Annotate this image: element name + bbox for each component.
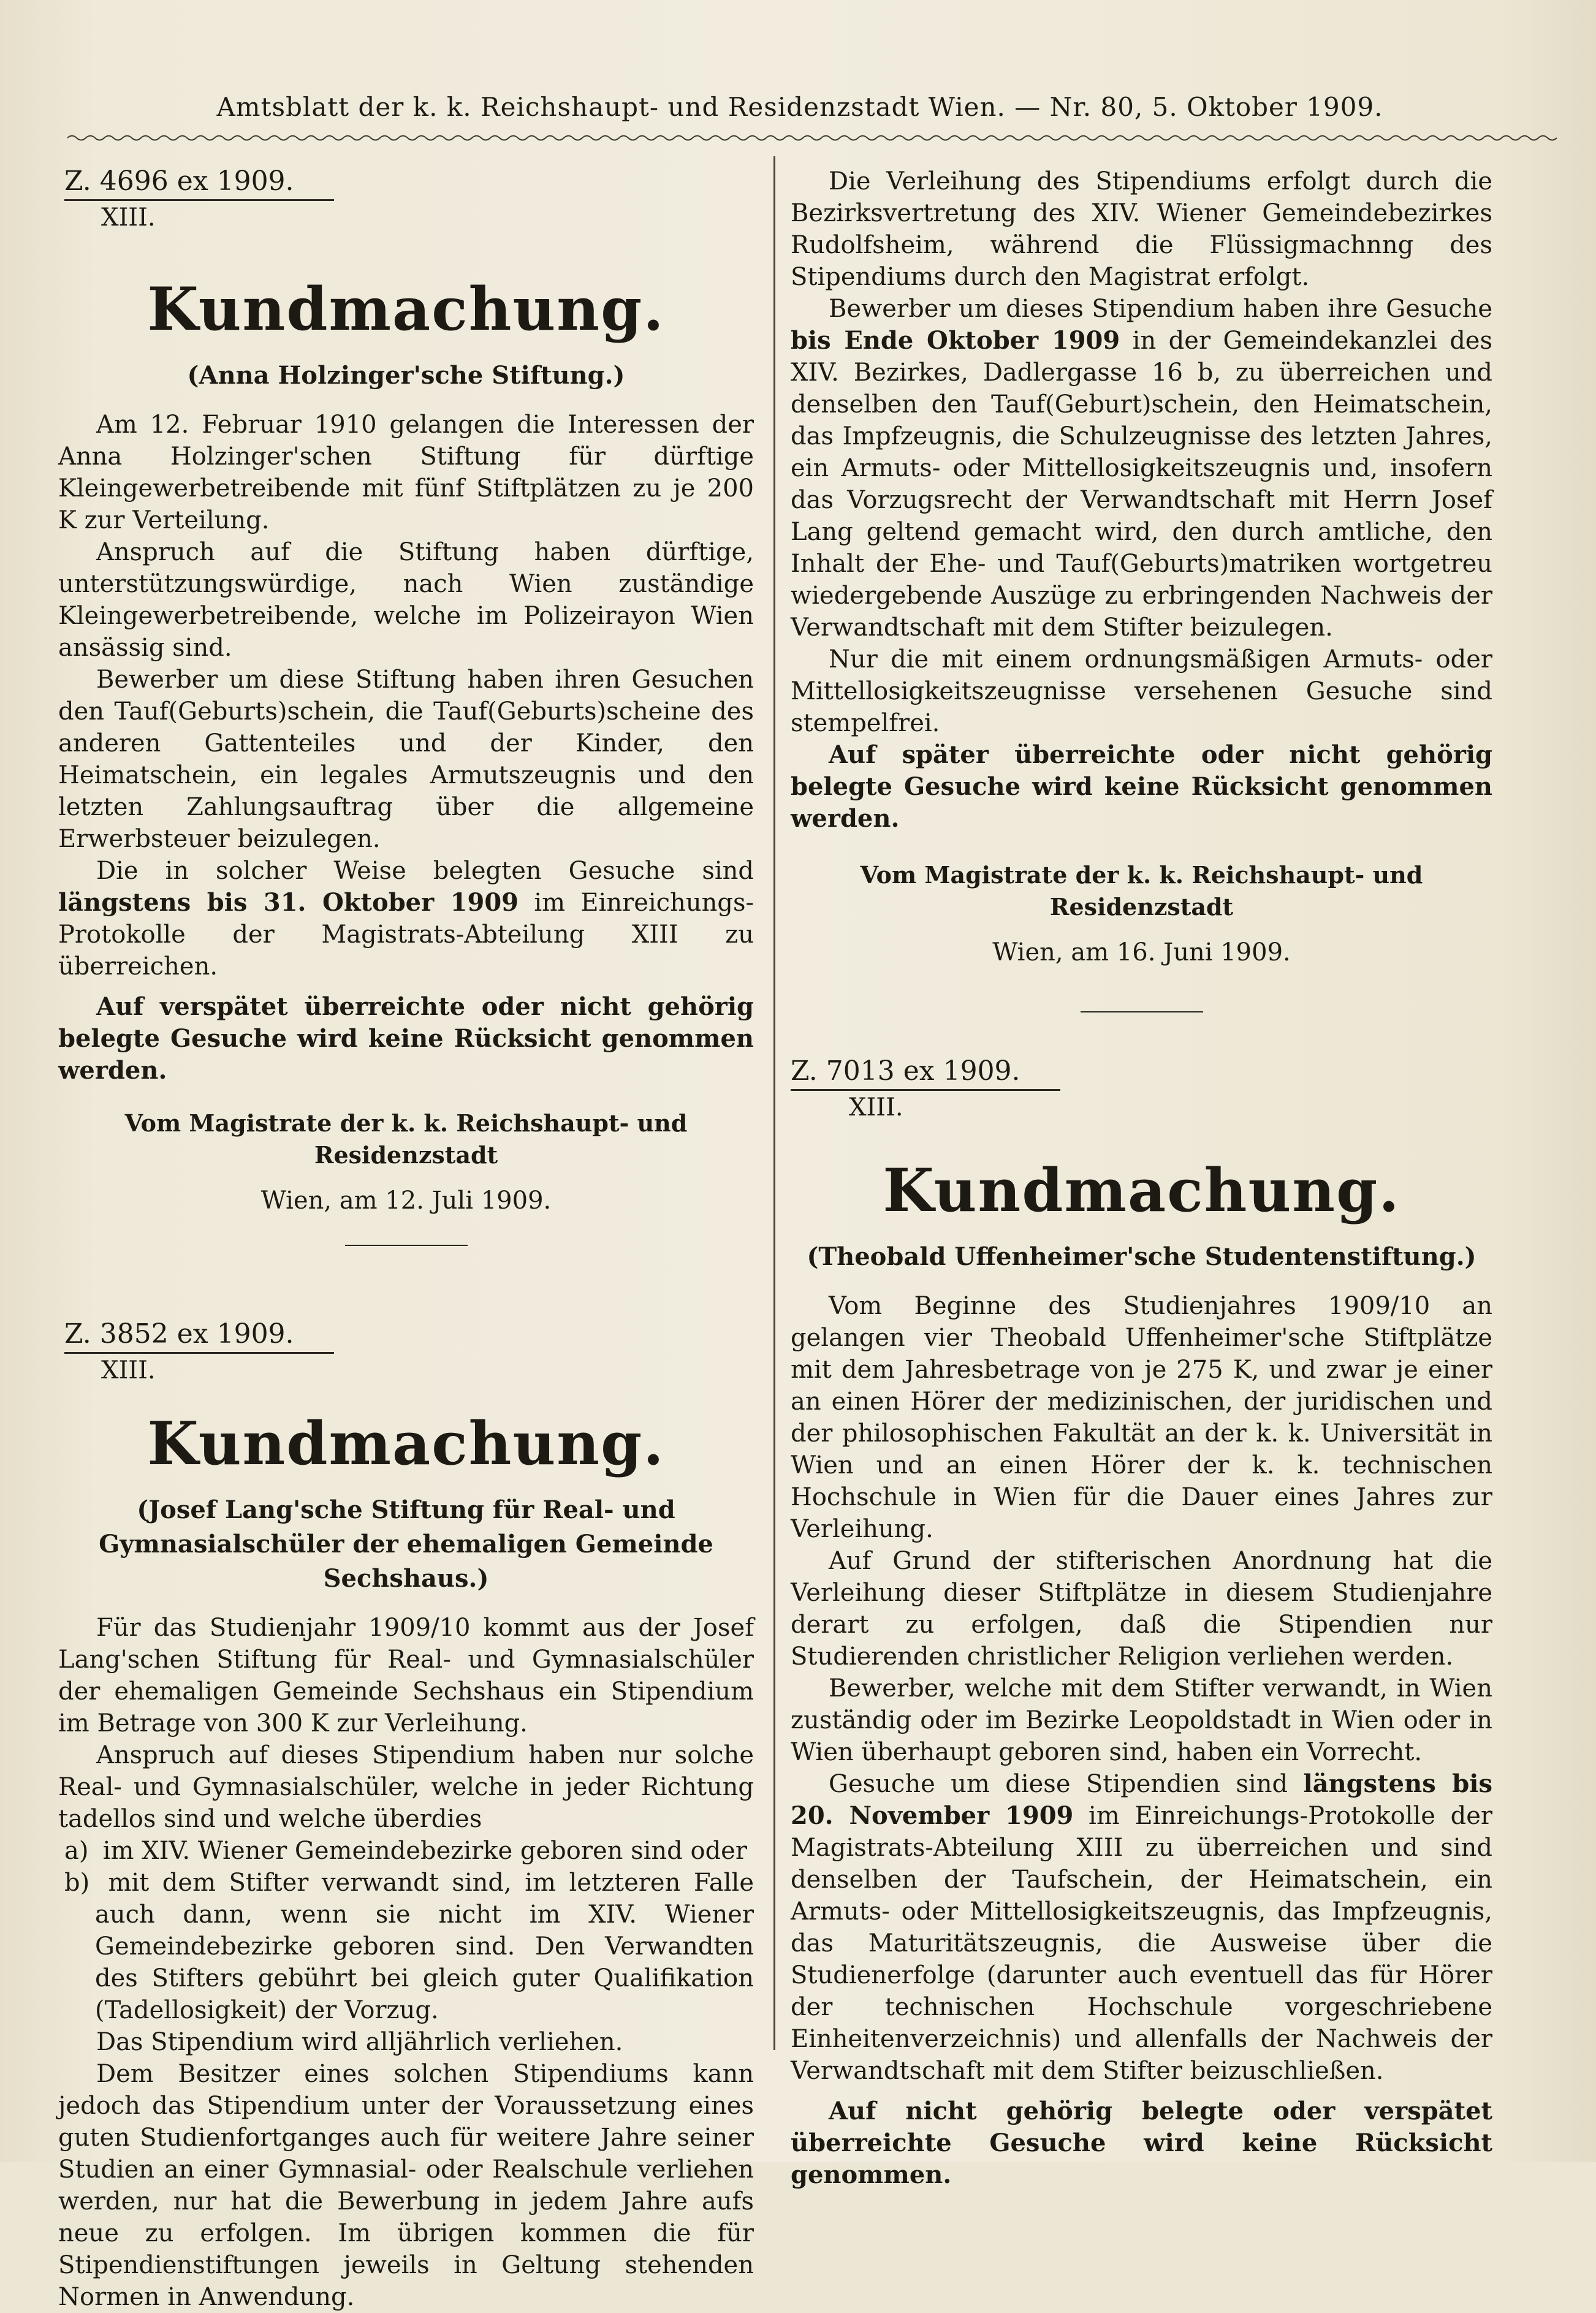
notice-lang <box>58 1318 754 2313</box>
paragraph <box>58 855 754 982</box>
paragraph <box>791 1768 1492 2087</box>
header-wavy-rule <box>67 134 1557 142</box>
text-run: Bewerber um dieses Stipendium haben ihre Gesuche <box>829 295 1492 323</box>
left-column <box>58 165 754 2313</box>
paragraph: Anspruch auf die Stiftung haben dürftige, unterstützungswürdige, nach Wien zuständige Kleingewerbetreibende, welche im Polizeirayon Wien ansässig sind. <box>58 538 754 662</box>
notice-subtitle: (Theobald Uffenheimer'sche Studentenstiftung.) <box>807 1242 1476 1271</box>
paragraph: Die Verleihung des Stipendiums erfolgt durch die Bezirksvertretung des XIV. Wiener Gemeindebezirkes Rudolfsheim, während die Flüssigmachnng des Stipendiums durch den Magistrat erfolgt. <box>791 167 1492 291</box>
reference-number: Z. 3852 ex 1909. <box>64 1318 334 1354</box>
list-marker: a) <box>64 1837 89 1865</box>
page-header: Amtsblatt der k. k. Reichshaupt- und Residenzstadt Wien. — Nr. 80, 5. Oktober 1909. <box>216 92 1383 122</box>
list-text: im XIV. Wiener Gemeindebezirke geboren sind oder <box>102 1837 747 1865</box>
paragraph: Bewerber, welche mit dem Stifter verwandt, in Wien zuständig oder im Bezirke Leopoldstadt in Wien oder in Wien überhaupt geboren sind, haben ein Vorrecht. <box>791 1674 1492 1766</box>
paragraph <box>791 293 1492 644</box>
right-column <box>791 165 1492 2191</box>
paragraph: Auf Grund der stifterischen Anordnung hat die Verleihung dieser Stiftplätze in diesem Studienjahre derart zu erfolgen, daß die Stipendien nur Studierenden christlicher Religion verliehen werden. <box>791 1547 1492 1671</box>
notice-title: Kundmachung. <box>147 275 665 344</box>
notice-subtitle: (Josef Lang'sche Stiftung für Real- und Gymnasialschüler der ehemaligen Gemeinde Sechshaus.) <box>99 1495 713 1593</box>
reference-number: Z. 7013 ex 1909. <box>791 1055 1060 1091</box>
paragraph: Für das Studienjahr 1909/10 kommt aus der Josef Lang'schen Stiftung für Real- und Gymnasialschüler der ehemaligen Gemeinde Sechshaus ein Stipendium im Betrage von 300 K zur Verleihung. <box>58 1614 754 1738</box>
list-item <box>58 1835 754 1867</box>
signature-line: Vom Magistrate der k. k. Reichshaupt- und Residenzstadt <box>860 861 1423 921</box>
text-run: im Einreichungs-Protokolle der Magistrats-Abteilung XIII zu überreichen. <box>58 889 754 981</box>
separator <box>1081 1011 1203 1012</box>
separator <box>345 1245 468 1246</box>
notice-subtitle: (Anna Holzinger'sche Stiftung.) <box>187 361 625 390</box>
list-marker: b) <box>64 1869 90 1897</box>
paragraph: Vom Beginne des Studienjahres 1909/10 an gelangen vier Theobald Uffenheimer'sche Stiftplätze mit dem Jahresbetrage von je 275 K, und zwar je einer an einen Hörer der medizinischen, der juridischen und der philosophischen Fakultät an der k. k. Universität in Wien und an einen Hörer der k. k. technischen Hochschule in Wien für die Dauer eines Jahres zur Verleihung. <box>791 1292 1492 1543</box>
paragraph-emphasis: Auf nicht gehörig belegte oder verspätet überreichte Gesuche wird keine Rücksicht genommen. <box>791 2097 1492 2189</box>
reference-number: Z. 4696 ex 1909. <box>64 165 334 201</box>
notice-title: Kundmachung. <box>147 1409 665 1478</box>
date-line: Wien, am 12. Juli 1909. <box>260 1187 552 1215</box>
paragraph: Dem Besitzer eines solchen Stipendiums kann jedoch das Stipendium unter der Voraussetzung eines guten Studienfortganges auch für weitere Jahre seiner Studien an einer Gymnasial- oder Realschule verliehen werden, nur hat die Bewerbung in jedem Jahre aufs neue zu erfolgen. Im übrigen kommen die für Stipendienstiftungen jeweils in Geltung stehenden Normen in Anwendung. <box>58 2060 754 2311</box>
text-run: Gesuche um diese Stipendien sind <box>829 1770 1288 1798</box>
department-number: XIII. <box>101 1356 156 1384</box>
text-run: im Einreichungs-Protokolle der Magistrats-Abteilung XIII zu überreichen und sind denselben der Taufschein, der Heimatschein, ein Armuts- oder Mittellosigkeitszeugnis, das Impfzeugnis, das Maturitätszeugnis, die Ausweise über die Studienerfolge (darunter auch eventuell das für Hörer der technischen Hochschule vorgeschriebene Einheitenverzeichnis) und allenfalls der Nachweis der Verwandtschaft mit dem Stifter beizuschließen. <box>791 1802 1492 2085</box>
notice-title: Kundmachung. <box>883 1156 1400 1225</box>
date-line: Wien, am 16. Juni 1909. <box>992 938 1291 967</box>
paragraph: Anspruch auf dieses Stipendium haben nur solche Real- und Gymnasialschüler, welche in jeder Richtung tadellos sind und welche überdies <box>58 1741 754 1833</box>
deadline: bis Ende Oktober 1909 <box>791 326 1120 355</box>
deadline: längstens bis 20. November 1909 <box>791 1769 1492 1830</box>
department-number: XIII. <box>849 1093 903 1122</box>
signature-line: Vom Magistrate der k. k. Reichshaupt- und Residenzstadt <box>124 1109 688 1169</box>
paragraph: Am 12. Februar 1910 gelangen die Interessen der Anna Holzinger'schen Stiftung für dürftige Kleingewerbetreibende mit fünf Stiftplätzen zu je 200 K zur Verteilung. <box>58 411 754 534</box>
notice-holzinger <box>58 165 754 1246</box>
list-text: mit dem Stifter verwandt sind, im letzteren Falle auch dann, wenn sie nicht im XIV. Wiener Gemeindebezirke geboren sind. Den Verwandten des Stifters gebührt bei gleich guter Qualifikation (Tadellosigkeit) der Vorzug. <box>95 1869 754 2024</box>
text-run: Die in solcher Weise belegten Gesuche sind <box>96 857 754 885</box>
paragraph: Das Stipendium wird alljährlich verliehen. <box>96 2028 623 2056</box>
deadline: längstens bis 31. Oktober 1909 <box>58 888 519 917</box>
notice-lang-continued <box>791 165 1492 1012</box>
notice-uffenheimer <box>791 1055 1492 2191</box>
paragraph-emphasis: Auf später überreichte oder nicht gehörig belegte Gesuche wird keine Rücksicht genommen werden. <box>791 740 1492 833</box>
paragraph-emphasis: Auf verspätet überreichte oder nicht gehörig belegte Gesuche wird keine Rücksicht genommen werden. <box>58 992 754 1085</box>
list-item <box>58 1867 754 2026</box>
column-divider <box>773 156 775 2050</box>
paragraph: Bewerber um diese Stiftung haben ihren Gesuchen den Tauf(Geburts)schein, die Tauf(Geburts)scheine des anderen Gattenteiles und der Kinder, den Heimatschein, ein legales Armutszeugnis und den letzten Zahlungsauftrag über die allgemeine Erwerbsteuer beizulegen. <box>58 666 754 853</box>
text-run: in der Gemeindekanzlei des XIV. Bezirkes, Dadlergasse 16 b, zu überreichen und denselben den Tauf(Geburt)schein, den Heimatschein, das Impfzeugnis, die Schulzeugnisse des letzten Jahres, ein Armuts- oder Mittellosigkeitszeugnis und, insofern das Vorzugsrecht der Verwandtschaft mit Herrn Josef Lang geltend gemacht wird, den durch amtliche, den Inhalt der Ehe- und Tauf(Geburts)matriken wortgetreu wiedergebende Auszüge zu erbringenden Nachweis der Verwandtschaft mit dem Stifter beizulegen. <box>791 327 1493 642</box>
paragraph: Nur die mit einem ordnungsmäßigen Armuts- oder Mittellosigkeitszeugnisse versehenen Gesuche sind stempelfrei. <box>791 645 1492 737</box>
department-number: XIII. <box>101 203 156 232</box>
condition-list <box>58 1835 754 2026</box>
